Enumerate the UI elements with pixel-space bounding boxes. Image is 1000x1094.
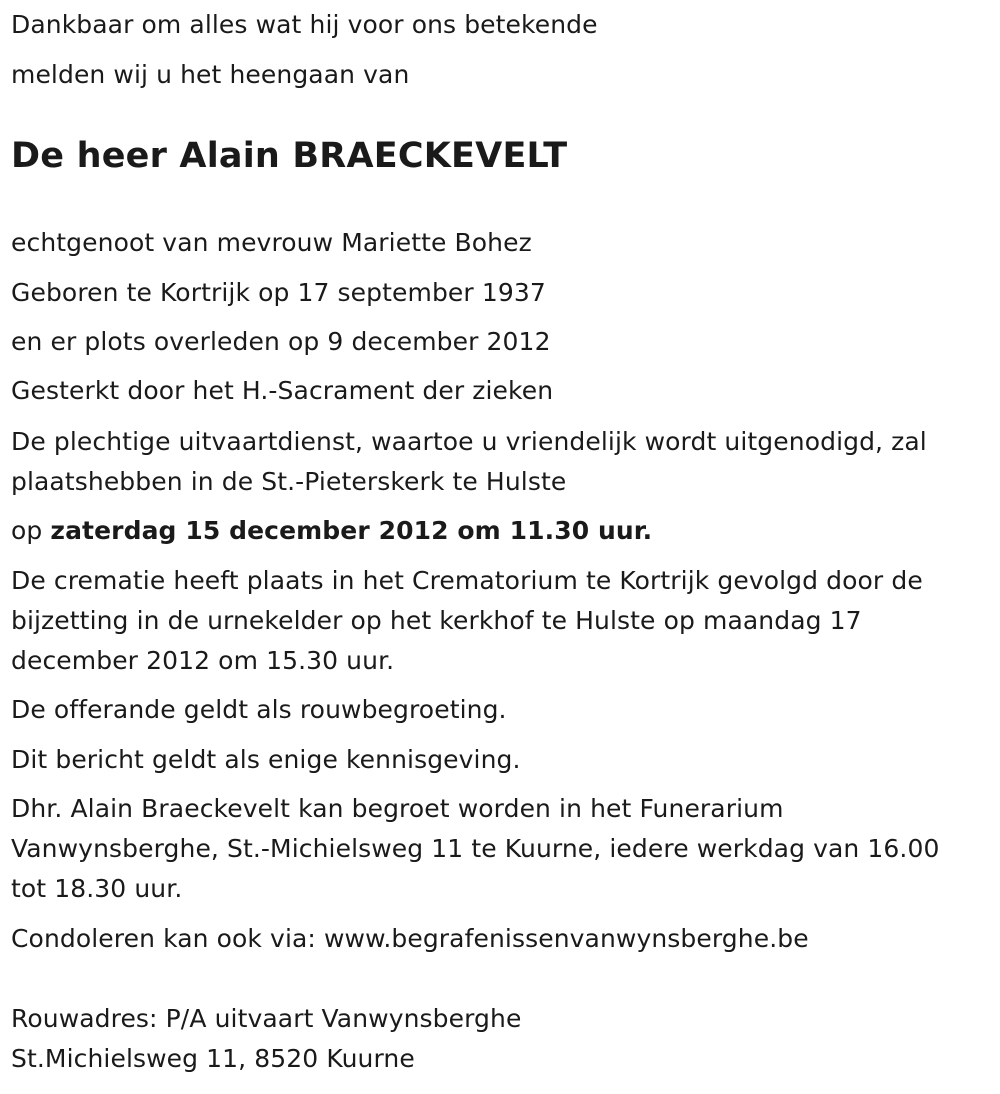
address-line-1: Rouwadres: P/A uitvaart Vanwynsberghe bbox=[11, 1004, 522, 1033]
address-line-2: St.Michielsweg 11, 8520 Kuurne bbox=[11, 1044, 415, 1073]
service-date bbox=[11, 511, 652, 551]
deceased-name: De heer Alain BRAECKEVELT bbox=[11, 136, 568, 176]
visitation-line-3: tot 18.30 uur. bbox=[11, 874, 183, 903]
intro-line-2: melden wij u het heengaan van bbox=[11, 60, 410, 89]
visitation-line-2: Vanwynsberghe, St.-Michielsweg 11 te Kuurne, iedere werkdag van 16.00 bbox=[11, 834, 940, 863]
service-date-prefix: op bbox=[11, 516, 51, 545]
visitation-paragraph bbox=[11, 789, 939, 909]
mourning-address bbox=[11, 999, 521, 1079]
offering-line: De offerande geldt als rouwbegroeting. bbox=[11, 695, 507, 724]
condolence-line bbox=[11, 919, 809, 959]
service-line-2: plaatshebben in de St.-Pieterskerk te Hulste bbox=[11, 467, 567, 496]
visitation-line-1: Dhr. Alain Braeckevelt kan begroet worden in het Funerarium bbox=[11, 794, 784, 823]
cremation-line-3: december 2012 om 15.30 uur. bbox=[11, 646, 395, 675]
service-line-1: De plechtige uitvaartdienst, waartoe u vriendelijk wordt uitgenodigd, zal bbox=[11, 427, 927, 456]
intro-line-1: Dankbaar om alles wat hij voor ons betekende bbox=[11, 10, 598, 39]
service-date-bold: zaterdag 15 december 2012 om 11.30 uur. bbox=[50, 516, 653, 545]
service-paragraph bbox=[11, 422, 927, 502]
sacrament-line: Gesterkt door het H.-Sacrament der zieken bbox=[11, 376, 554, 405]
condolence-link[interactable]: www.begrafenissenvanwynsberghe.be bbox=[323, 924, 809, 953]
cremation-line-2: bijzetting in de urnekelder op het kerkhof te Hulste op maandag 17 bbox=[11, 606, 862, 635]
birth-line: Geboren te Kortrijk op 17 september 1937 bbox=[11, 278, 546, 307]
cremation-line-1: De crematie heeft plaats in het Crematorium te Kortrijk gevolgd door de bbox=[11, 566, 923, 595]
spouse-line: echtgenoot van mevrouw Mariette Bohez bbox=[11, 228, 532, 257]
cremation-paragraph bbox=[11, 561, 923, 681]
death-line: en er plots overleden op 9 december 2012 bbox=[11, 327, 551, 356]
condolence-prefix: Condoleren kan ook via: bbox=[11, 924, 324, 953]
notice-line: Dit bericht geldt als enige kennisgeving. bbox=[11, 745, 521, 774]
